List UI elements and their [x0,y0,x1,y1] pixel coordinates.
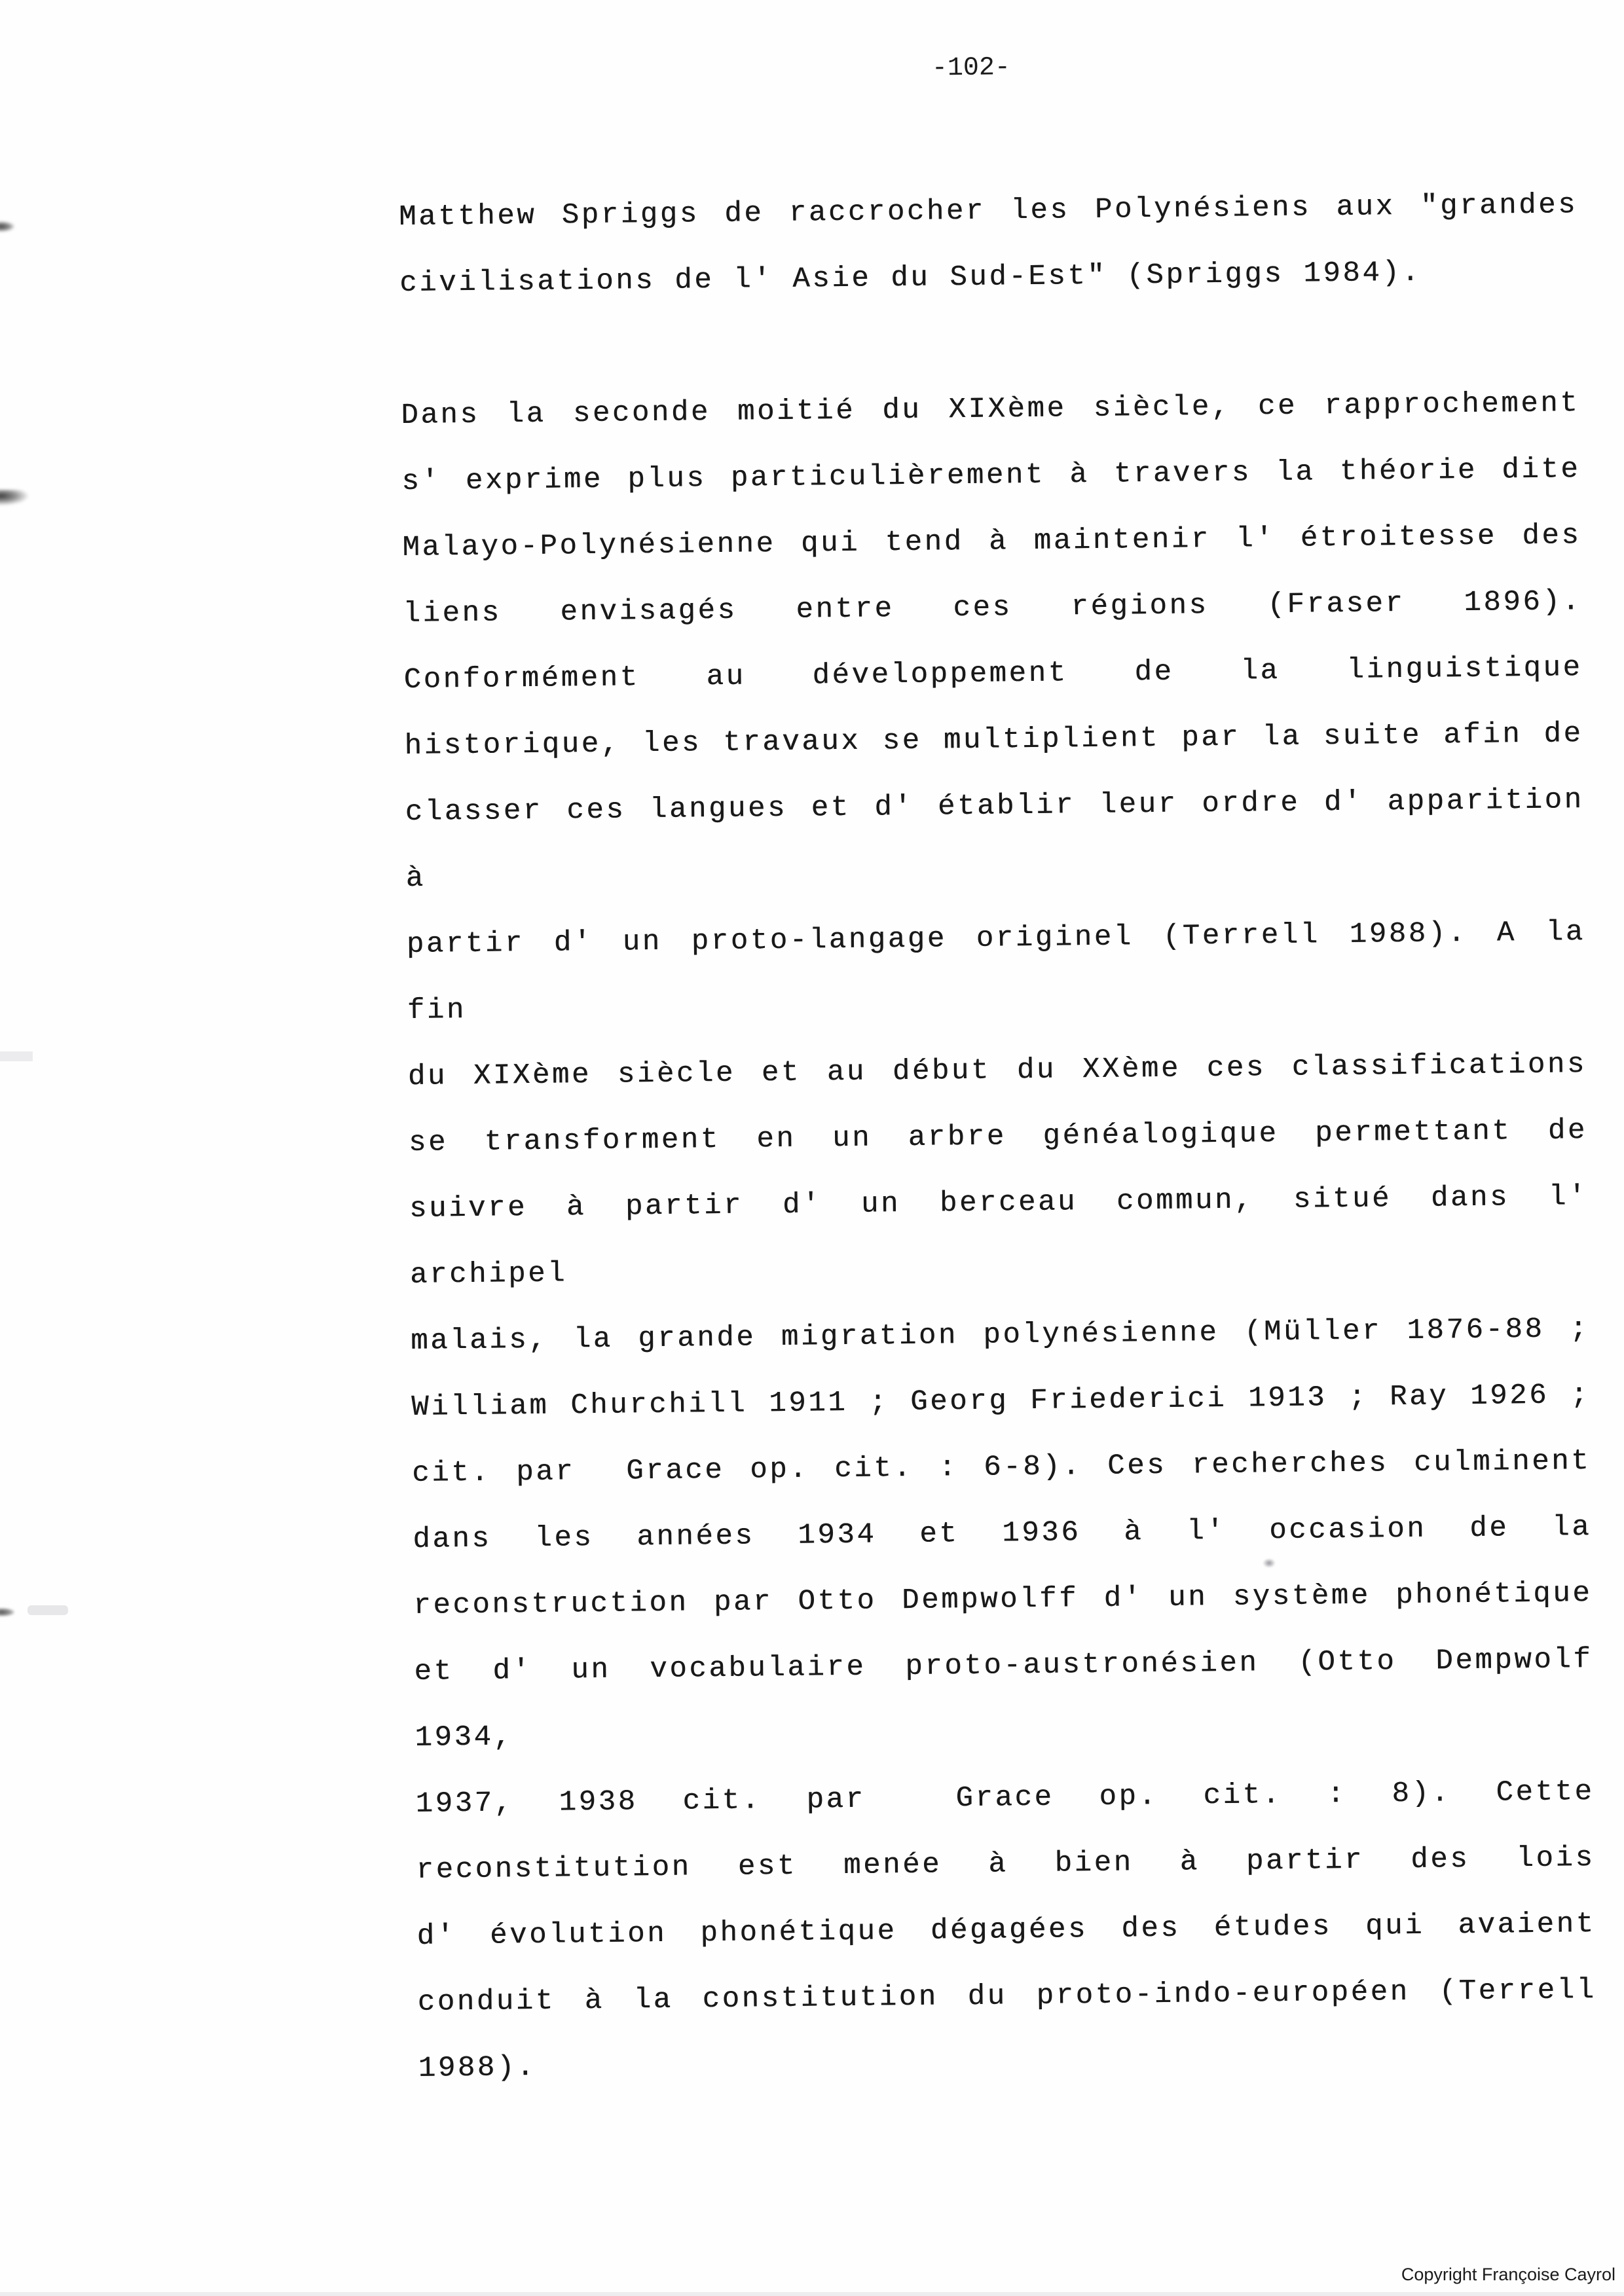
text-line: Malayo-Polynésienne qui tend à maintenir l' étroitesse des [402,519,1581,564]
text-line: civilisations de l' Asie du Sud-Est" (Spriggs 1984). [399,256,1422,301]
text-line: se transforment en un arbre généalogique permettant de [408,1114,1588,1159]
copyright-notice: Copyright Françoise Cayrol [1401,2265,1615,2284]
text-line: malais, la grande migration polynésienne (Müller 1876-88 ; [410,1313,1590,1358]
text-line: Dans la seconde moitié du XIXème siècle, ce rapprochement [401,387,1580,432]
text-line: liens envisagés entre ces régions (Fraser 1896). [403,585,1582,630]
text-line: s' exprime plus particulièrement à travers la théorie dite [401,453,1581,498]
footer-bar [0,2292,1624,2296]
text-line: reconstruction par Otto Dempwolff d' un système phonétique [413,1577,1593,1622]
paragraph [399,172,1579,317]
text-line: William Churchill 1911 ; Georg Friederici 1913 ; Ray 1926 ; [411,1379,1591,1424]
text-line: d' évolution phonétique dégagées des études qui avaient [416,1908,1596,1953]
text-line: 1988). [418,2050,537,2085]
text-line: conduit à la constitution du proto-indo-européen (Terrell [417,1974,1596,2019]
text-line: et d' un vocabulaire proto-austronésien (Otto Dempwolf 1934, [414,1643,1613,1755]
typewritten-text-column [398,172,1613,2102]
text-line: Conformément au développement de la linguistique [403,651,1583,697]
paragraph [401,371,1613,2102]
text-line: dans les années 1934 et 1936 à l' occasion de la [413,1511,1592,1556]
text-line: Matthew Spriggs de raccrocher les Polynésiens aux "grandes [398,189,1578,234]
text-line: historique, les travaux se multiplient par la suite afin de [404,718,1583,763]
text-line: reconstitution est menée à bien à partir des lois [416,1842,1595,1887]
text-line: partir d' un proto-langage originel (Terrell 1988). A la fin [406,915,1606,1027]
ink-speck [1263,1558,1276,1568]
text-line: suivre à partir d' un berceau commun, situé dans l' archipel [409,1180,1608,1292]
text-line: du XIXème siècle et au début du XXème ces classifications [407,1048,1587,1093]
text-line: 1937, 1938 cit. par Grace op. cit. : 8). Cette [415,1776,1595,1821]
text-line: classer ces langues et d' établir leur ordre d' apparition à [405,783,1604,895]
text-line: cit. par Grace op. cit. : 6-8). Ces recherches culminent [412,1445,1591,1490]
page-number: -102- [931,53,1011,84]
